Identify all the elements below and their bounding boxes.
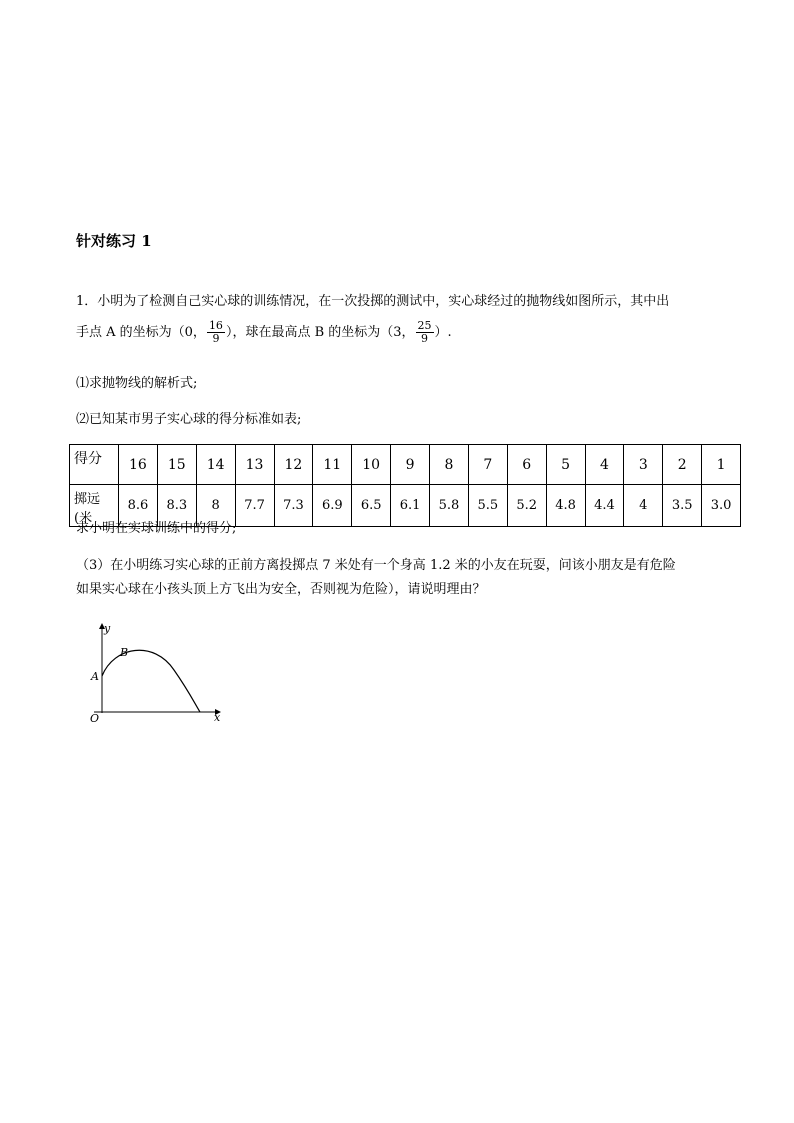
part-2-followup-text: 求小明在实球训练中的得分; — [76, 521, 237, 536]
score-cell: 16 — [119, 445, 158, 485]
score-cell: 15 — [157, 445, 196, 485]
part-3-line-1: （3）在小明练习实心球的正前方离投掷点 7 米处有一个身高 1.2 米的小友在玩耍，问该小朋友是有危险 — [76, 558, 676, 573]
question-line-1: 1．小明为了检测自己实心球的训练情况，在一次投掷的测试中，实心球经过的抛物线如图所示，其中出 — [76, 294, 670, 309]
point-b-label: B — [120, 646, 129, 659]
distance-cell: 3.0 — [702, 485, 741, 527]
point-b-y-fraction — [416, 320, 434, 345]
score-standard-table — [69, 444, 741, 527]
x-axis-label: x — [214, 711, 221, 724]
table-row-score — [70, 445, 741, 485]
origin-label: O — [90, 712, 100, 725]
question-line-2 — [76, 318, 452, 348]
row-header-distance: 掷远(米 — [70, 485, 119, 527]
score-cell: 8 — [430, 445, 469, 485]
score-cell: 11 — [313, 445, 352, 485]
distance-cell: 5.5 — [468, 485, 507, 527]
score-cell: 13 — [235, 445, 274, 485]
distance-cell: 6.5 — [352, 485, 391, 527]
distance-cell: 5.2 — [507, 485, 546, 527]
distance-cell: 7.3 — [274, 485, 313, 527]
distance-cell: 4.8 — [546, 485, 585, 527]
score-cell: 14 — [196, 445, 235, 485]
score-cell: 9 — [391, 445, 430, 485]
distance-cell: 4.4 — [585, 485, 624, 527]
distance-cell: 7.7 — [235, 485, 274, 527]
part-1-text: ⑴求抛物线的解析式; — [76, 376, 198, 391]
question-line-2-b: ），球在最高点 B 的坐标为（3， — [225, 325, 415, 340]
point-a-label: A — [91, 670, 99, 683]
score-cell: 10 — [352, 445, 391, 485]
score-cell: 5 — [546, 445, 585, 485]
distance-cell: 6.9 — [313, 485, 352, 527]
point-a-denominator: 9 — [212, 332, 220, 345]
score-cell: 7 — [468, 445, 507, 485]
distance-cell: 8.6 — [119, 485, 158, 527]
part-2-text: ⑵已知某市男子实心球的得分标准如表; — [76, 412, 302, 427]
distance-cell: 6.1 — [391, 485, 430, 527]
distance-cell: 4 — [624, 485, 663, 527]
score-cell: 6 — [507, 445, 546, 485]
part-3-line-2: 如果实心球在小孩头顶上方飞出为安全，否则视为危险），请说明理由？ — [76, 582, 486, 597]
score-cell: 12 — [274, 445, 313, 485]
score-cell: 2 — [663, 445, 702, 485]
question-line-2-a: 手点 A 的坐标为（0， — [76, 325, 206, 340]
score-cell: 3 — [624, 445, 663, 485]
distance-cell: 3.5 — [663, 485, 702, 527]
y-axis-label: y — [104, 622, 111, 635]
point-a-y-fraction — [207, 320, 225, 345]
question-line-2-c: ）. — [434, 325, 452, 340]
score-cell: 4 — [585, 445, 624, 485]
distance-cell: 8.3 — [157, 485, 196, 527]
score-cell: 1 — [702, 445, 741, 485]
distance-cell: 5.8 — [430, 485, 469, 527]
point-b-numerator: 25 — [417, 319, 432, 332]
point-b-denominator: 9 — [421, 332, 429, 345]
distance-cell: 8 — [196, 485, 235, 527]
section-title: 针对练习 1 — [76, 232, 152, 250]
row-header-score: 得分 — [70, 445, 119, 485]
parabola-curve — [102, 650, 200, 712]
parabola-figure — [84, 620, 234, 730]
point-a-numerator: 16 — [208, 319, 223, 332]
